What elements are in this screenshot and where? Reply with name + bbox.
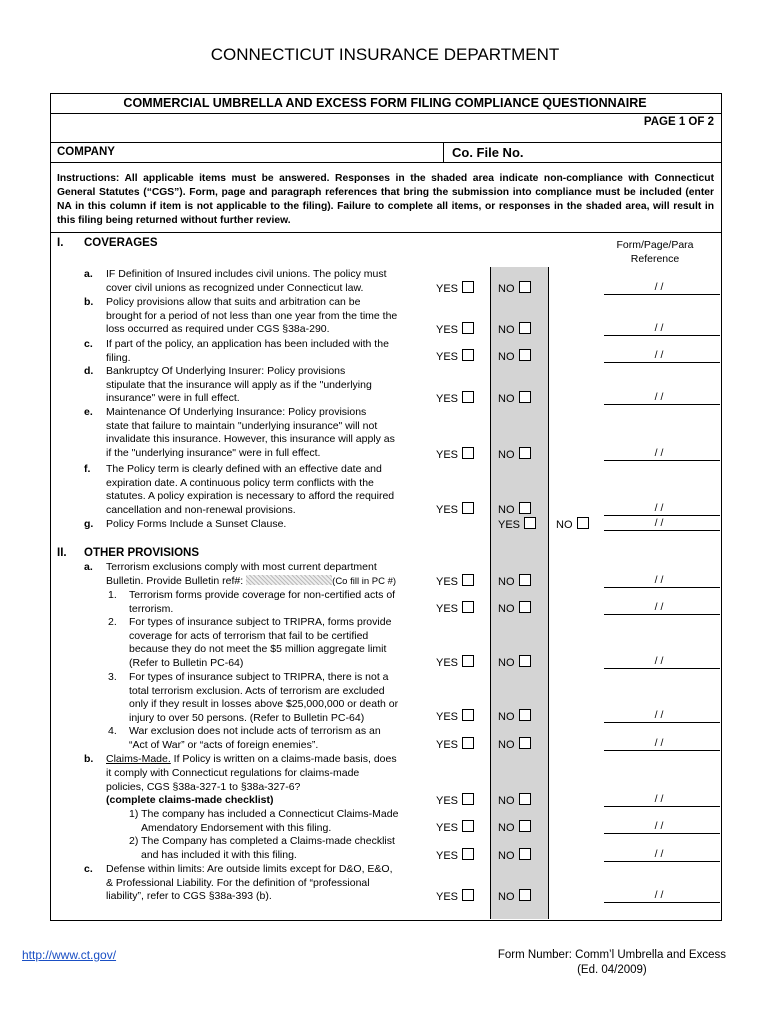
yes-option bbox=[436, 793, 474, 807]
bulletin-ref-line bbox=[106, 575, 396, 589]
yes-label: YES bbox=[436, 850, 459, 862]
item-letter: a. bbox=[84, 561, 93, 573]
yes-option bbox=[436, 709, 474, 723]
yes-option bbox=[436, 391, 474, 405]
yes-label: YES bbox=[436, 504, 459, 516]
reference-underline bbox=[604, 515, 720, 516]
reference-underline bbox=[604, 614, 720, 615]
question-text: invalidate this insurance. However, this insurance will apply as bbox=[106, 433, 395, 446]
no-label: NO bbox=[556, 519, 573, 531]
question-text: & Professional Liability. For the definition of “professional bbox=[106, 876, 370, 889]
no-label: NO bbox=[498, 449, 515, 461]
yes-checkbox[interactable] bbox=[524, 517, 536, 529]
item-letter: e. bbox=[84, 406, 93, 418]
yes-checkbox[interactable] bbox=[462, 848, 474, 860]
yes-label: YES bbox=[436, 393, 459, 405]
subitem-number: 3. bbox=[108, 671, 117, 683]
reference-underline bbox=[604, 362, 720, 363]
no-option bbox=[498, 655, 531, 669]
subitem-number: 1. bbox=[108, 589, 117, 601]
yes-checkbox[interactable] bbox=[462, 655, 474, 667]
reference-field[interactable]: / / bbox=[654, 322, 664, 334]
item-letter: a. bbox=[84, 268, 93, 280]
no-option bbox=[498, 601, 531, 615]
no-label: NO bbox=[498, 657, 515, 669]
reference-underline bbox=[604, 861, 720, 862]
reference-underline bbox=[604, 530, 720, 531]
no-label: NO bbox=[498, 603, 515, 615]
no-checkbox[interactable] bbox=[519, 391, 531, 403]
no-checkbox[interactable] bbox=[519, 889, 531, 901]
question-text: because they do not meet the $5 million aggregate limit bbox=[129, 643, 387, 656]
reference-underline bbox=[604, 460, 720, 461]
question-text: it comply with Connecticut regulations for claims-made bbox=[106, 767, 360, 779]
yes-label: YES bbox=[436, 449, 459, 461]
no-checkbox[interactable] bbox=[519, 793, 531, 805]
no-label: NO bbox=[498, 393, 515, 405]
footer-link[interactable]: http://www.ct.gov/ bbox=[22, 948, 117, 962]
yes-checkbox[interactable] bbox=[462, 709, 474, 721]
question-text: For types of insurance subject to TRIPRA, forms provide bbox=[129, 616, 392, 628]
question-text: cover civil unions as recognized under Connecticut law. bbox=[106, 281, 364, 294]
yes-checkbox[interactable] bbox=[462, 737, 474, 749]
reference-field[interactable]: / / bbox=[654, 820, 664, 832]
yes-option bbox=[436, 848, 474, 862]
reference-field[interactable]: / / bbox=[654, 737, 664, 749]
no-option bbox=[498, 349, 531, 363]
item-letter: b. bbox=[84, 753, 94, 765]
no-checkbox[interactable] bbox=[519, 820, 531, 832]
no-label: NO bbox=[498, 711, 515, 723]
divider bbox=[50, 142, 721, 143]
reference-field[interactable]: / / bbox=[654, 447, 664, 459]
yes-label: YES bbox=[436, 576, 459, 588]
company-label: COMPANY bbox=[57, 146, 115, 158]
reference-field[interactable]: / / bbox=[654, 709, 664, 721]
item-letter: c. bbox=[84, 338, 93, 350]
no-label: NO bbox=[498, 324, 515, 336]
subitem-number: 4. bbox=[108, 725, 117, 737]
no-label: NO bbox=[498, 795, 515, 807]
no-option bbox=[498, 709, 531, 723]
no-label: NO bbox=[498, 504, 515, 516]
no-checkbox[interactable] bbox=[519, 447, 531, 459]
question-text: filing. bbox=[106, 351, 131, 364]
no-checkbox[interactable] bbox=[519, 281, 531, 293]
question-text: statutes. A policy expiration is necessary to afford the required bbox=[106, 490, 395, 503]
claims-made-title: Claims-Made. bbox=[106, 753, 171, 765]
yes-option bbox=[436, 601, 474, 615]
yes-option bbox=[436, 349, 474, 363]
yes-option bbox=[436, 574, 474, 588]
no-label: NO bbox=[498, 891, 515, 903]
yes-checkbox[interactable] bbox=[462, 502, 474, 514]
item-letter: f. bbox=[84, 463, 91, 475]
reference-field[interactable]: / / bbox=[654, 655, 664, 667]
no-checkbox[interactable] bbox=[519, 574, 531, 586]
reference-underline bbox=[604, 722, 720, 723]
question-text: Bulletin. Provide Bulletin ref#: bbox=[106, 575, 244, 587]
form-number: Form Number: Comm’l Umbrella and Excess bbox=[497, 949, 726, 961]
reference-header: Form/Page/Para Reference bbox=[616, 239, 694, 265]
question-text: liability”, refer to CGS §38a-393 (b). bbox=[106, 890, 272, 903]
yes-option bbox=[498, 517, 536, 531]
yes-checkbox[interactable] bbox=[462, 349, 474, 361]
no-label: NO bbox=[498, 739, 515, 751]
reference-field[interactable]: / / bbox=[654, 889, 664, 901]
no-checkbox[interactable] bbox=[519, 349, 531, 361]
yes-label: YES bbox=[436, 711, 459, 723]
no-label: NO bbox=[498, 283, 515, 295]
no-checkbox[interactable] bbox=[519, 848, 531, 860]
reference-field[interactable]: / / bbox=[654, 793, 664, 805]
no-option bbox=[498, 391, 531, 405]
item-letter: d. bbox=[84, 365, 94, 377]
reference-field[interactable]: / / bbox=[654, 281, 664, 293]
section1-title: COVERAGES bbox=[84, 237, 158, 249]
no-checkbox[interactable] bbox=[519, 737, 531, 749]
reference-underline bbox=[604, 902, 720, 903]
question-text: insurance" were in full effect. bbox=[106, 392, 240, 405]
question-text: 2) The Company has completed a Claims-made checklist bbox=[129, 835, 395, 847]
divider bbox=[50, 162, 721, 163]
question-text: For types of insurance subject to TRIPRA, there is not a bbox=[129, 671, 389, 683]
no-option bbox=[556, 517, 589, 531]
yes-option bbox=[436, 502, 474, 516]
no-option bbox=[498, 447, 531, 461]
question-text: Bankruptcy Of Underlying Insurer: Policy provisions bbox=[106, 365, 346, 377]
reference-field[interactable]: / / bbox=[654, 391, 664, 403]
question-text: only if they result in losses above $25,000,000 or death or bbox=[129, 698, 399, 711]
reference-field[interactable]: / / bbox=[654, 502, 664, 514]
no-option bbox=[498, 737, 531, 751]
yes-checkbox[interactable] bbox=[462, 447, 474, 459]
no-option bbox=[498, 848, 531, 862]
reference-underline bbox=[604, 750, 720, 751]
question-text: Terrorism forms provide coverage for non-certified acts of bbox=[129, 589, 396, 601]
question-text: Policy Forms Include a Sunset Clause. bbox=[106, 518, 287, 530]
yes-checkbox[interactable] bbox=[462, 820, 474, 832]
yes-checkbox[interactable] bbox=[462, 889, 474, 901]
reference-field[interactable]: / / bbox=[654, 848, 664, 860]
fill-hint: (Co fill in PC #) bbox=[332, 576, 397, 587]
no-label: NO bbox=[498, 822, 515, 834]
subitem-number: 2. bbox=[108, 616, 117, 628]
question-text: Defense within limits: Are outside limits except for D&O, E&O, bbox=[106, 863, 393, 875]
question-text: brought for a period of not less than one year from the time the bbox=[106, 309, 398, 322]
no-checkbox[interactable] bbox=[519, 601, 531, 613]
question-text: The Policy term is clearly defined with an effective date and bbox=[106, 463, 382, 475]
no-checkbox[interactable] bbox=[519, 502, 531, 514]
no-label: NO bbox=[498, 850, 515, 862]
no-checkbox[interactable] bbox=[519, 322, 531, 334]
yes-checkbox[interactable] bbox=[462, 391, 474, 403]
yes-label: YES bbox=[436, 891, 459, 903]
yes-checkbox[interactable] bbox=[462, 281, 474, 293]
yes-label: YES bbox=[436, 657, 459, 669]
footer-form-number bbox=[498, 948, 726, 978]
no-option bbox=[498, 820, 531, 834]
question-text: If Policy is written on a claims-made basis, does bbox=[170, 753, 397, 765]
department-title: CONNECTICUT INSURANCE DEPARTMENT bbox=[210, 45, 560, 64]
instructions: Instructions: All applicable items must be answered. Responses in the shaded area indicate non-compliance with Connecticut General Statutes (“CGS”). Form, page and paragraph references that bring the submission into compliance must be included (enter NA in this column if item is not applicable to the filing). Failure to complete all items, or responses in the shaded area, will result in this filing being returned without further review. bbox=[57, 173, 714, 226]
question-text: Maintenance Of Underlying Insurance: Policy provisions bbox=[106, 406, 367, 418]
reference-underline bbox=[604, 668, 720, 669]
reference-underline bbox=[604, 806, 720, 807]
page-number: PAGE 1 OF 2 bbox=[643, 116, 714, 128]
no-checkbox[interactable] bbox=[577, 517, 589, 529]
reference-underline bbox=[604, 404, 720, 405]
question-text: terrorism. bbox=[129, 602, 174, 615]
reference-field[interactable]: / / bbox=[654, 574, 664, 586]
question-text: and has included it with this filing. bbox=[141, 848, 297, 861]
reference-field[interactable]: / / bbox=[654, 517, 664, 529]
item-letter: c. bbox=[84, 863, 93, 875]
yes-option bbox=[436, 655, 474, 669]
no-option bbox=[498, 502, 531, 516]
reference-underline bbox=[604, 587, 720, 588]
item-letter: g. bbox=[84, 518, 94, 530]
reference-underline bbox=[604, 335, 720, 336]
question-text: cancellation and non-renewal provisions. bbox=[106, 503, 296, 516]
question-text: expiration date. A continuous policy term conflicts with the bbox=[106, 476, 374, 489]
no-option bbox=[498, 889, 531, 903]
yes-checkbox[interactable] bbox=[462, 601, 474, 613]
no-option bbox=[498, 322, 531, 336]
yes-label: YES bbox=[436, 283, 459, 295]
question-text: loss occurred as required under CGS §38a-290. bbox=[106, 323, 330, 336]
question-text: “Act of War” or “acts of foreign enemies”. bbox=[129, 738, 319, 751]
divider bbox=[50, 232, 721, 233]
yes-label: YES bbox=[436, 739, 459, 751]
yes-checkbox[interactable] bbox=[462, 793, 474, 805]
divider bbox=[50, 113, 721, 114]
yes-checkbox[interactable] bbox=[462, 574, 474, 586]
no-checkbox[interactable] bbox=[519, 709, 531, 721]
question-text: (Refer to Bulletin PC-64) bbox=[129, 656, 244, 669]
question-text: If part of the policy, an application has been included with the bbox=[106, 338, 389, 350]
yes-checkbox[interactable] bbox=[462, 322, 474, 334]
question-text: War exclusion does not include acts of terrorism as an bbox=[129, 725, 381, 737]
yes-option bbox=[436, 737, 474, 751]
no-option bbox=[498, 574, 531, 588]
no-label: NO bbox=[498, 576, 515, 588]
section2-number: II. bbox=[57, 547, 67, 559]
yes-label: YES bbox=[498, 519, 521, 531]
cofile-label: Co. File No. bbox=[452, 145, 524, 160]
bulletin-ref-input[interactable] bbox=[246, 575, 332, 585]
form-title: COMMERCIAL UMBRELLA AND EXCESS FORM FILING COMPLIANCE QUESTIONNAIRE bbox=[123, 96, 647, 110]
no-option bbox=[498, 793, 531, 807]
yes-label: YES bbox=[436, 603, 459, 615]
question-text: Amendatory Endorsement with this filing. bbox=[141, 821, 332, 834]
question-text: IF Definition of Insured includes civil unions. The policy must bbox=[106, 268, 387, 280]
yes-option bbox=[436, 281, 474, 295]
reference-underline bbox=[604, 833, 720, 834]
no-checkbox[interactable] bbox=[519, 655, 531, 667]
question-text: Terrorism exclusions comply with most current department bbox=[106, 561, 377, 573]
no-option bbox=[498, 281, 531, 295]
yes-option bbox=[436, 889, 474, 903]
question-text: coverage for acts of terrorism that fail to be certified bbox=[129, 629, 369, 642]
question-text: policies, CGS §38a-327-1 to §38a-327-6? bbox=[106, 780, 301, 793]
claims-made-checklist-note: (complete claims-made checklist) bbox=[106, 794, 274, 806]
reference-field[interactable]: / / bbox=[654, 349, 664, 361]
section1-number: I. bbox=[57, 237, 64, 249]
question-text: stipulate that the insurance will apply as if the "underlying bbox=[106, 378, 372, 391]
yes-option bbox=[436, 322, 474, 336]
question-text: injury to over 50 persons. (Refer to Bulletin PC-64) bbox=[129, 711, 365, 724]
question-text: if the "underlying insurance" were in full effect. bbox=[106, 446, 321, 459]
reference-underline bbox=[604, 294, 720, 295]
yes-label: YES bbox=[436, 351, 459, 363]
question-text: 1) The company has included a Connecticut Claims-Made bbox=[129, 808, 399, 820]
question-text: Policy provisions allow that suits and arbitration can be bbox=[106, 296, 361, 308]
question-text: total terrorism exclusion. Acts of terrorism are excluded bbox=[129, 684, 385, 697]
divider bbox=[443, 142, 444, 162]
yes-label: YES bbox=[436, 324, 459, 336]
yes-label: YES bbox=[436, 795, 459, 807]
section2-title: OTHER PROVISIONS bbox=[84, 547, 200, 559]
question-text: state that failure to maintain "underlying insurance" will not bbox=[106, 419, 378, 432]
reference-field[interactable]: / / bbox=[654, 601, 664, 613]
yes-option bbox=[436, 820, 474, 834]
yes-label: YES bbox=[436, 822, 459, 834]
yes-option bbox=[436, 447, 474, 461]
claims-made-line bbox=[106, 753, 397, 767]
item-letter: b. bbox=[84, 296, 94, 308]
form-edition: (Ed. 04/2009) bbox=[577, 964, 647, 976]
no-label: NO bbox=[498, 351, 515, 363]
